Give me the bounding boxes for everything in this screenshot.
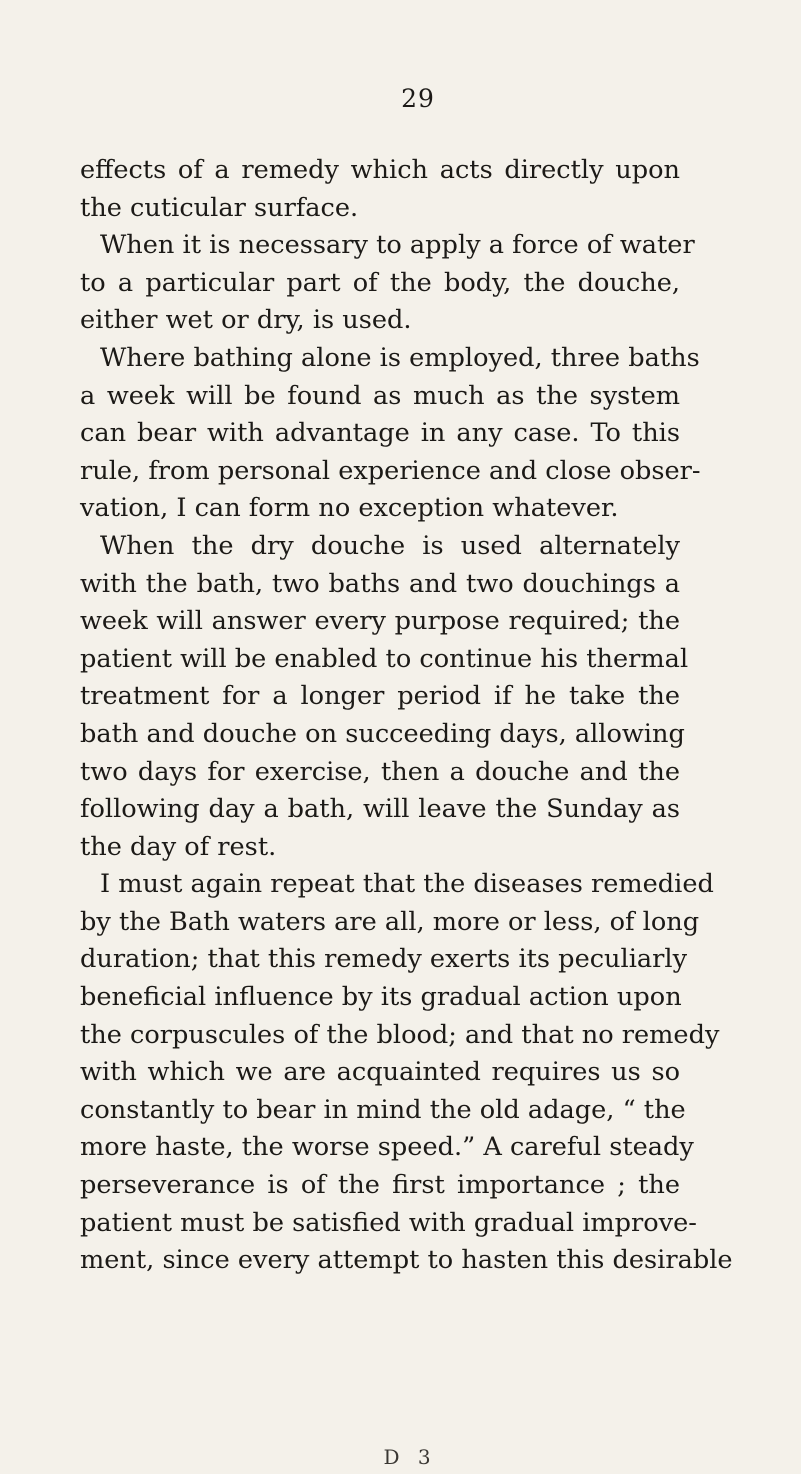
text-line: the corpuscules of the blood; and that no remedy [80, 1019, 720, 1050]
text-line: effects of a remedy which acts directly upon [80, 155, 680, 185]
text-line: following day a bath, will leave the Sunday as [80, 794, 680, 825]
text-line: the day of rest. [80, 831, 277, 862]
text-line: can bear with advantage in any case. To this [80, 418, 680, 449]
text-line: with which we are acquainted requires us so [80, 1057, 680, 1088]
text-line: patient must be satisfied with gradual improve- [80, 1207, 697, 1238]
text-line: bath and douche on succeeding days, allowing [80, 718, 685, 749]
text-line: duration; that this remedy exerts its peculiarly [80, 944, 688, 975]
body-text [80, 152, 733, 1280]
text-line: week will answer every purpose required; the [80, 606, 680, 637]
text-line: either wet or dry, is used. [80, 305, 412, 336]
text-line: to a particular part of the body, the douche, [80, 267, 680, 298]
text-line: two days for exercise, then a douche and the [80, 756, 680, 787]
text-line: more haste, the worse speed.” A careful steady [80, 1132, 694, 1163]
text-line: by the Bath waters are all, more or less, of long [80, 906, 700, 937]
text-line: vation, I can form no exception whatever. [80, 493, 619, 524]
text-line: perseverance is of the first importance ; the [80, 1170, 680, 1201]
text-line: When it is necessary to apply a force of water [100, 230, 695, 261]
text-line: with the bath, two baths and two douchings a [80, 568, 680, 599]
text-line: patient will be enabled to continue his thermal [80, 643, 689, 674]
text-line: I must again repeat that the diseases remedied [100, 869, 714, 900]
text-line: treatment for a longer period if he take the [80, 681, 680, 712]
text-line: rule, from personal experience and close obser- [80, 455, 701, 486]
text-line: the cuticular surface. [80, 192, 359, 223]
text-line: When the dry douche is used alternately [100, 530, 680, 561]
text-line: Where bathing alone is employed, three baths [100, 342, 700, 373]
page-number: 29 [401, 84, 435, 113]
text-line: beneficial influence by its gradual action upon [80, 982, 682, 1013]
text-line: a week will be found as much as the system [80, 380, 680, 411]
signature-mark: D 3 [383, 1445, 437, 1469]
text-line: ment, since every attempt to hasten this desirable [80, 1245, 733, 1276]
text-line: constantly to bear in mind the old adage, “ the [80, 1094, 686, 1125]
